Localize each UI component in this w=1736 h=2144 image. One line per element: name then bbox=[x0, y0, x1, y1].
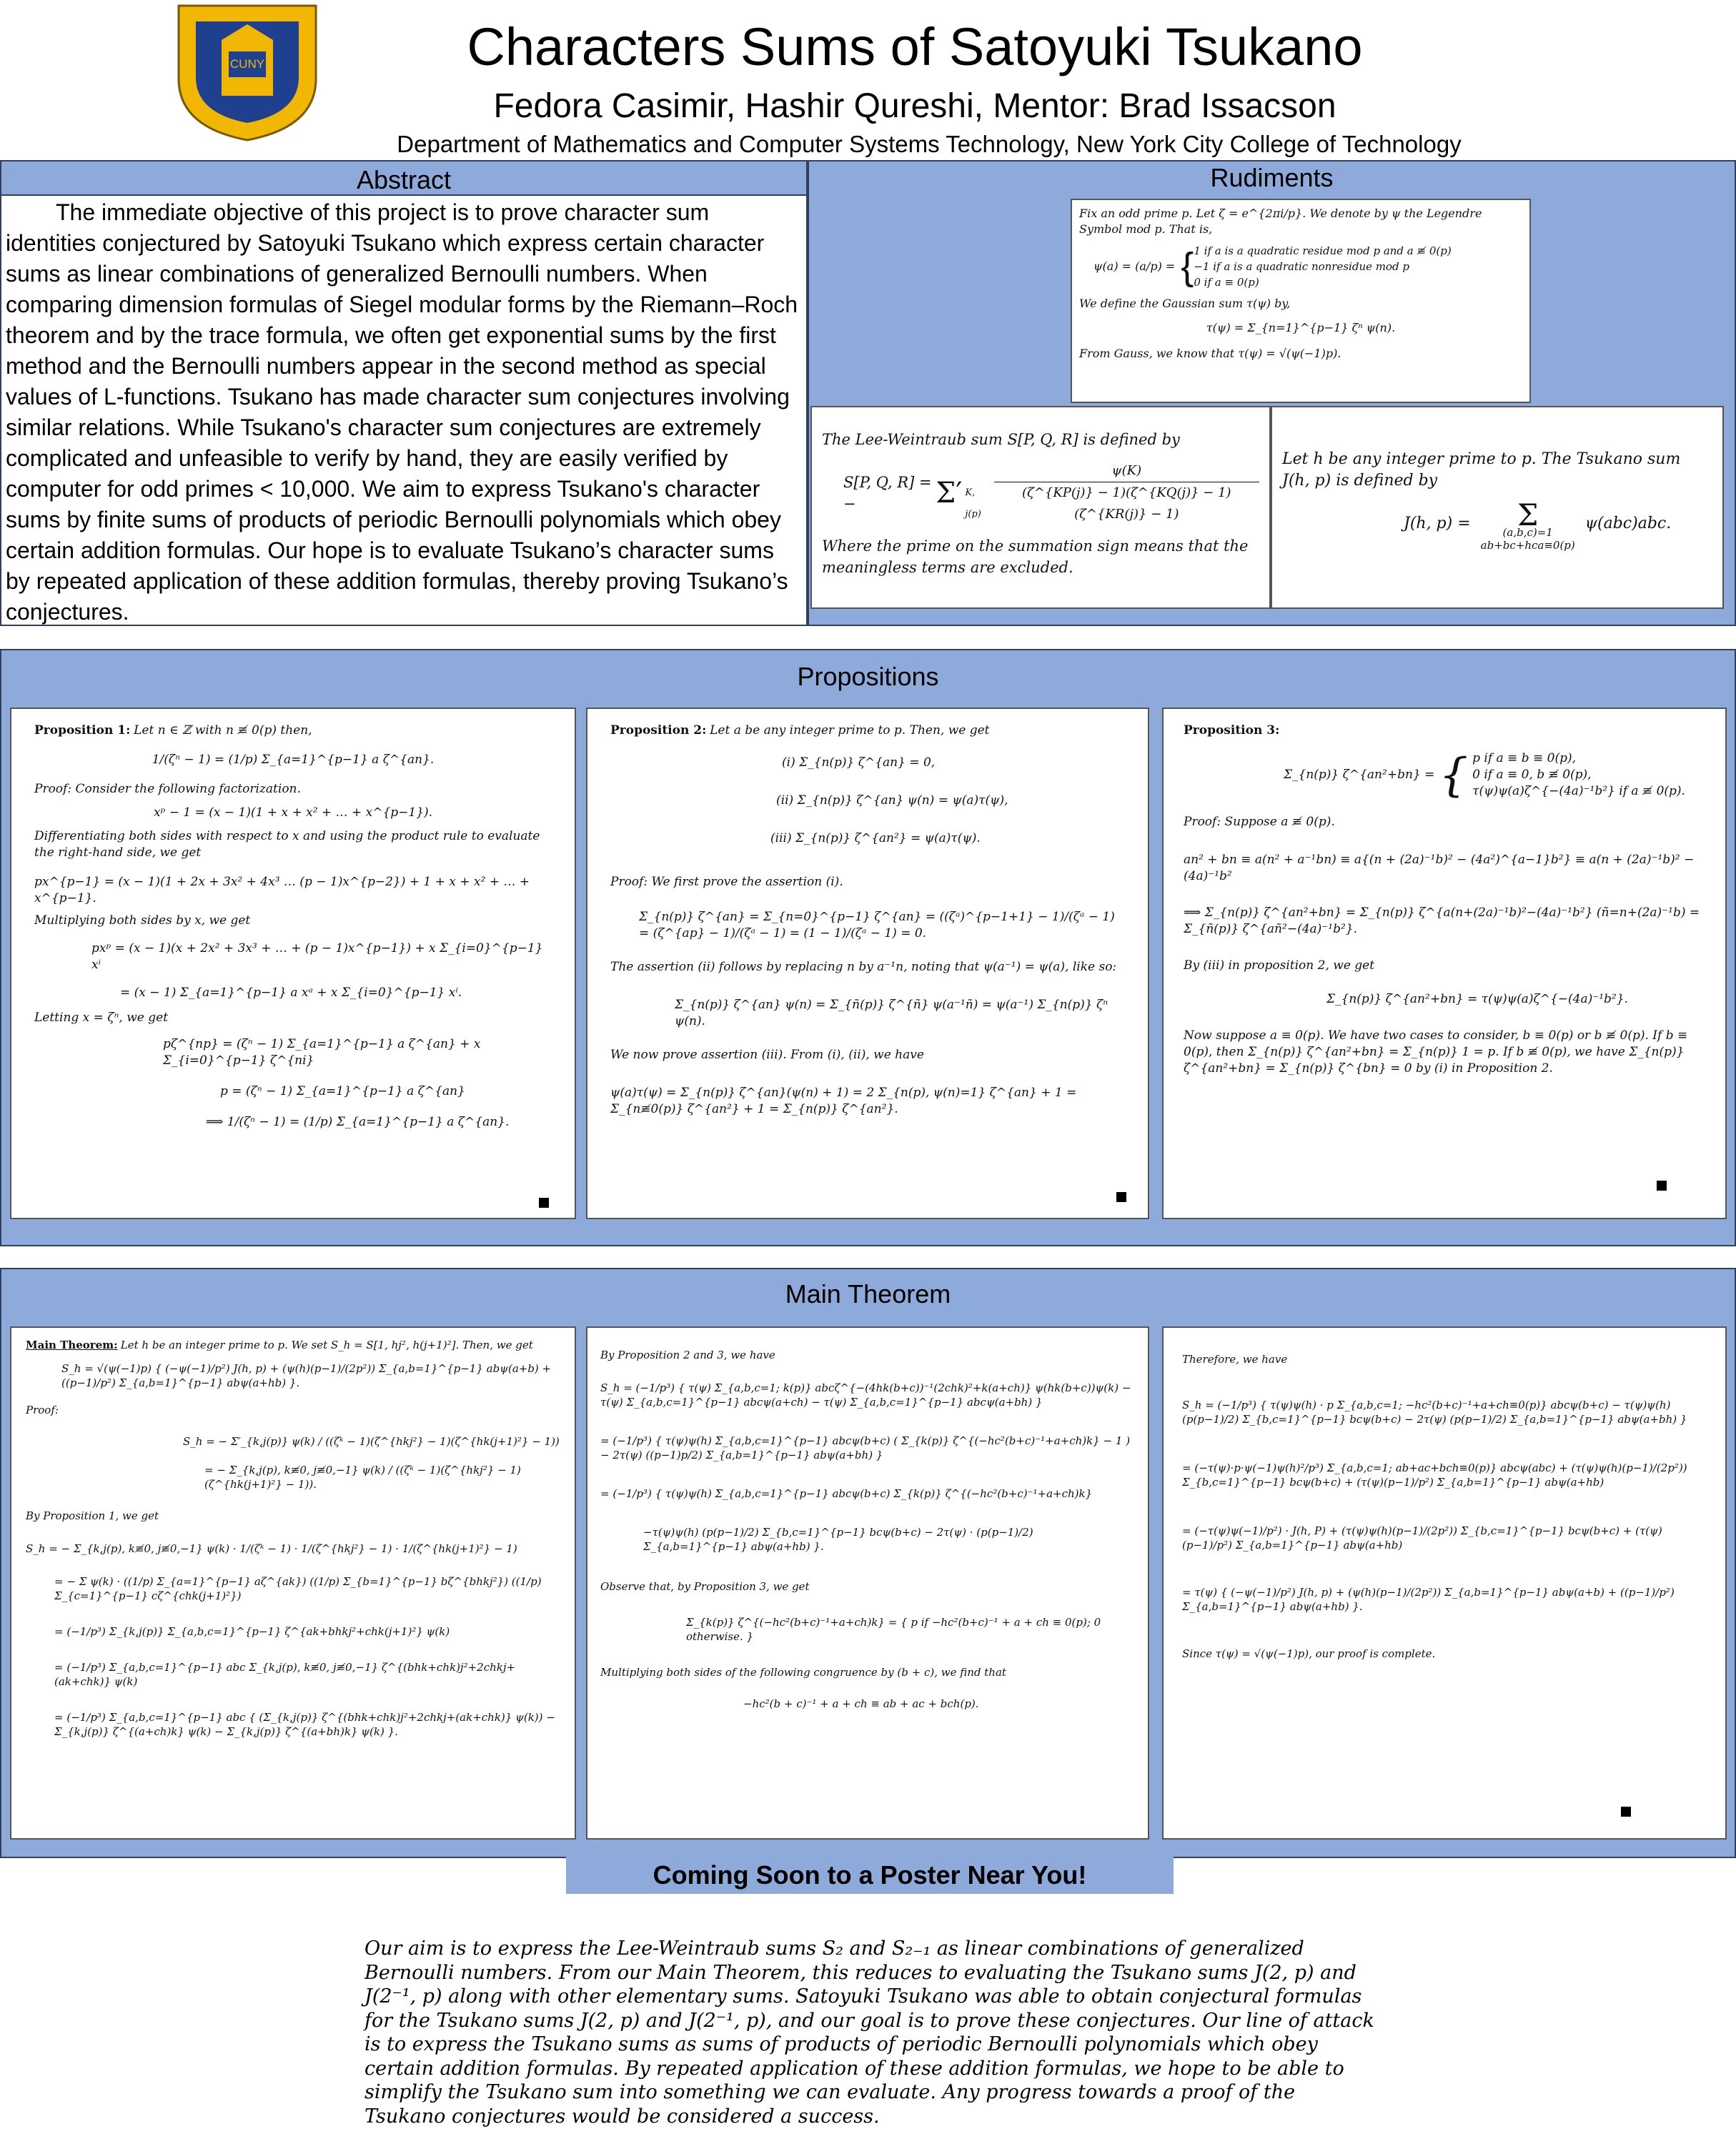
col3-line: Therefore, we have bbox=[1182, 1353, 1288, 1366]
prop3-line: Proof: Suppose a ≢ 0(p). bbox=[1184, 815, 1335, 829]
prop3-case: τ(ψ)ψ(a)ζ^{−(4a)⁻¹b²} if a ≢ 0(p). bbox=[1472, 784, 1685, 798]
tsukano-box: Let h be any integer prime to p. The Tsukano sum J(h, p) is defined by J(h, p) = Σ (a,b,c)=1 ab+bc+hca≡0(p) ψ(abc)abc. bbox=[1271, 406, 1724, 609]
main-theorem-col3 bbox=[1162, 1326, 1727, 1840]
tsukano-intro: Let h be any integer prime to p. The Tsukano sum J(h, p) is defined by bbox=[1282, 450, 1681, 490]
lee-weintraub-box: The Lee-Weintraub sum S[P, Q, R] is defined by S[P, Q, R] = − Σ′ K, j(p) $\frac{\psi(K)}{(\zeta\^{}\{KP(j)\} - 1)(\zeta\^{}\{KQ(j)\} - 1)(\zeta\^{}\{KR(j)\} - 1)}$ Where the prime on the summation sign means that the meaningless terms are excluded. bbox=[810, 406, 1271, 609]
prop1-line: xᵖ − 1 = (x − 1)(1 + x + x² + … + x^{p−1}). bbox=[153, 805, 433, 820]
col1-line: = − Σ_{k,j(p), k≢0, j≢0,−1} ψ(k) / ((ζᵏ − 1)(ζ^{hkj²} − 1)(ζ^{hk(j+1)²} − 1)). bbox=[204, 1464, 521, 1491]
prop1-line: ⟹ 1/(ζⁿ − 1) = (1/p) Σ_{a=1}^{p−1} a ζ^{an}. bbox=[206, 1115, 510, 1129]
logo-cuny-text: CUNY bbox=[229, 57, 265, 71]
lee-weintraub-index: K, j(p) bbox=[965, 487, 981, 520]
proposition-1-box bbox=[10, 708, 576, 1219]
tsukano-index: (a,b,c)=1 bbox=[1502, 526, 1553, 539]
abstract-text: The immediate objective of this project is to prove character sum identities conjectured by Satoyuki Tsukano which express certain character sums as linear combinations of generalized Bernoulli numbers. When comparing dimension formulas of Siegel modular forms by the Riemann–Roch theorem and by the trace formula, we often get exponential sums by the first method and the Bernoulli numbers appear in the second method as special values of L-functions. Tsukano has made character sum conjectures involving similar relations. While Tsukano's character sum conjectures are extremely complicated and unfeasible to verify by hand, they are easily verified by computer for odd primes < 10,000. We aim to express Tsukano's character sums by finite sums of products of periodic Bernoulli polynomials which obey certain addition formulas. Our hope is to evaluate Tsukano’s character sums by repeated application of these addition formulas, thereby proving Tsukano’s conjectures. bbox=[0, 196, 808, 626]
prop2-line: Σ_{n(p)} ζ^{an} ψ(n) = Σ_{ñ(p)} ζ^{ñ} ψ(a⁻¹ñ) = ψ(a⁻¹) Σ_{n(p)} ζⁿ ψ(n). bbox=[675, 998, 1108, 1028]
main-theorem-heading: Main Theorem bbox=[785, 1279, 951, 1309]
prop3-title: Proposition 3: bbox=[1184, 723, 1280, 738]
col1-line: Proof: bbox=[26, 1404, 59, 1416]
col2-line: Σ_{k(p)} ζ^{(−hc²(b+c)⁻¹+a+ch)k} = { p if −hc²(b+c)⁻¹ + a + ch ≡ 0(p); 0 otherwise. } bbox=[686, 1616, 1101, 1643]
col2-line: −τ(ψ)ψ(h) (p(p−1)/2) Σ_{b,c=1}^{p−1} bcψ(b+c) − 2τ(ψ) · (p(p−1)/2) Σ_{a,b=1}^{p−1} abψ(a+hb) }. bbox=[643, 1526, 1033, 1553]
gauss-formula: τ(ψ) = Σ_{n=1}^{p−1} ζⁿ ψ(n). bbox=[1206, 321, 1396, 334]
prop3-line: By (iii) in proposition 2, we get bbox=[1184, 958, 1375, 973]
tsukano-lhs: J(h, p) = bbox=[1404, 515, 1471, 532]
col1-line: = − Σ ψ(k) · ((1/p) Σ_{a=1}^{p−1} aζ^{ak}) ((1/p) Σ_{b=1}^{p−1} bζ^{bhkj²}) ((1/p) Σ_{c=1}^{p−1} cζ^{chk(j+1)²}) bbox=[54, 1575, 542, 1602]
propositions-heading: Propositions bbox=[797, 662, 939, 691]
col2-line: By Proposition 2 and 3, we have bbox=[600, 1349, 775, 1361]
main-theorem-formula: S_h = √(ψ(−1)p) { (−ψ(−1)/p²) J(h, p) + (ψ(h)(p−1)/(2p²)) Σ_{a,b=1}^{p−1} abψ(a+b) + ((p−1)/p²) Σ_{a,b=1}^{p−1} abψ(a+hb) }. bbox=[61, 1362, 552, 1389]
lee-weintraub-intro: The Lee-Weintraub sum S[P, Q, R] is defined by bbox=[822, 431, 1180, 448]
col3-line: = (−τ(ψ)·p·ψ(−1)ψ(h)²/p³) Σ_{a,b,c=1; ab+ac+bch≡0(p)} abcψ(abc) + (τ(ψ)ψ(h)(p−1)/(2p²)) Σ_{b,c=1}^{p−1} bcψ(b+c) + (τ(ψ)(p−1)/p²) Σ_{a,b=1}^{p−1} abψ(a+hb) bbox=[1182, 1461, 1687, 1489]
poster-department: Department of Mathematics and Computer Systems Technology, New York City College of Technology bbox=[397, 131, 1462, 157]
prop3-case: p if a ≡ b ≡ 0(p), bbox=[1472, 751, 1577, 765]
col3-line: S_h = (−1/p³) { τ(ψ)ψ(h) · p Σ_{a,b,c=1; −hc²(b+c)⁻¹+a+ch≡0(p)} abcψ(b+c) − τ(ψ)ψ(h) (p(p−1)/2) Σ_{b,c=1}^{p−1} bcψ(b+c) − 2τ(ψ) (p(p−1)/2) Σ_{a,b=1}^{p−1} abψ(a+bh) } bbox=[1182, 1399, 1687, 1426]
main-theorem-col2 bbox=[586, 1326, 1149, 1840]
prop1-formula: 1/(ζⁿ − 1) = (1/p) Σ_{a=1}^{p−1} a ζ^{an}. bbox=[152, 753, 435, 767]
gauss-value: From Gauss, we know that τ(ψ) = √(ψ(−1)p). bbox=[1079, 347, 1341, 360]
prop1-line: pζ^{np} = (ζⁿ − 1) Σ_{a=1}^{p−1} a ζ^{an} + x Σ_{i=0}^{p−1} ζ^{ni} bbox=[163, 1037, 481, 1068]
legendre-case: 1 if a is a quadratic residue mod p and a ≢ 0(p) bbox=[1194, 244, 1452, 257]
college-logo bbox=[172, 0, 323, 143]
poster-title: Characters Sums of Satoyuki Tsukano bbox=[467, 17, 1363, 76]
prop1-statement: Let n ∈ ℤ with n ≢ 0(p) then, bbox=[134, 723, 312, 738]
col2-line: Multiplying both sides of the following congruence by (b + c), we find that bbox=[600, 1666, 1006, 1679]
lee-weintraub-lhs: S[P, Q, R] = − bbox=[843, 473, 932, 512]
closing-paragraph: Our aim is to express the Lee-Weintraub sums S₂ and S₂₋₁ as linear combinations of generalized Bernoulli numbers. From our Main Theorem, this reduces to evaluating the Tsukano sums J(2, p) and J(2⁻¹, p) along with other elementary sums. Satoyuki Tsukano was able to obtain conjectural formulas for the Tsukano sums J(2, p) and J(2⁻¹, p), and our goal is to prove these conjectures. Our line of attack is to express the Tsukano sums as sums of products of periodic Bernoulli polynomials which obey certain addition formulas. By repeated application of these addition formulas, we hope to be able to simplify the Tsukano sum into something we can evaluate. Any progress towards a proof of the Tsukano conjectures would be considered a success. bbox=[364, 1937, 1374, 2128]
col2-line: Observe that, by Proposition 3, we get bbox=[600, 1580, 810, 1593]
prop3-line: Σ_{n(p)} ζ^{an²+bn} = τ(ψ)ψ(a)ζ^{−(4a)⁻¹b²}. bbox=[1326, 992, 1628, 1006]
col3-line: = τ(ψ) { (−ψ(−1)/p²) J(h, p) + (ψ(h)(p−1)/(2p²)) Σ_{a,b=1}^{p−1} abψ(a+b) + ((p−1)/p²) Σ_{a,b=1}^{p−1} abψ(a+hb) }. bbox=[1182, 1586, 1675, 1613]
prop2-title: Proposition 2: bbox=[610, 723, 707, 738]
col1-line: = (−1/p³) Σ_{a,b,c=1}^{p−1} abc Σ_{k,j(p), k≢0, j≢0,−1} ζ^{(bhk+chk)j²+2chkj+(ak+chk)} ψ(k) bbox=[54, 1661, 516, 1688]
legendre-case: −1 if a is a quadratic nonresidue mod p bbox=[1194, 260, 1409, 273]
legendre-intro: Fix an odd prime p. Let ζ = e^{2πi/p}. We denote by ψ the Legendre Symbol mod p. That is, bbox=[1079, 207, 1482, 236]
col1-line: = (−1/p³) Σ_{a,b,c=1}^{p−1} abc { (Σ_{k,j(p)} ζ^{(bhk+chk)j²+2chkj+(ak+chk)} ψ(k)) − Σ_{k,j(p)} ζ^{(a+ch)k} ψ(k) − Σ_{k,j(p)} ζ^{(a+bh)k} ψ(k) }. bbox=[54, 1711, 555, 1738]
tsukano-index: ab+bc+hca≡0(p) bbox=[1480, 539, 1575, 552]
col2-line: −hc²(b + c)⁻¹ + a + ch ≡ ab + ac + bch(p). bbox=[743, 1697, 979, 1710]
prop1-line: Proof: Consider the following factorization. bbox=[34, 782, 301, 796]
prop2-line: Proof: We first prove the assertion (i). bbox=[610, 875, 843, 889]
tsukano-summand: ψ(abc)abc. bbox=[1584, 515, 1672, 532]
lee-weintraub-denominator: (ζ^{KP(j)} − 1)(ζ^{KQ(j)} − 1)(ζ^{KR(j)} − 1) bbox=[1022, 485, 1231, 522]
prop3-line: ⟹ Σ_{n(p)} ζ^{an²+bn} = Σ_{n(p)} ζ^{a(n+(2a)⁻¹b)²−(4a)⁻¹b²} (ñ=n+(2a)⁻¹b) = Σ_{ñ(p)} ζ^{añ²−(4a)⁻¹b²}. bbox=[1184, 905, 1700, 936]
col2-line: = (−1/p³) { τ(ψ)ψ(h) Σ_{a,b,c=1}^{p−1} abcψ(b+c) Σ_{k(p)} ζ^{(−hc²(b+c)⁻¹+a+ch)k} bbox=[600, 1487, 1093, 1500]
prop2-statement: Let a be any integer prime to p. Then, we get bbox=[710, 723, 990, 738]
col3-line: = (−τ(ψ)ψ(−1)/p²) · J(h, P) + (τ(ψ)ψ(h)(p−1)/(2p²)) Σ_{b,c=1}^{p−1} bcψ(b+c) + (τ(ψ)(p−1)/p²) Σ_{a,b=1}^{p−1} abψ(a+hb) bbox=[1182, 1524, 1662, 1552]
abstract-heading: Abstract bbox=[0, 160, 808, 196]
prop3-case: 0 if a ≡ 0, b ≢ 0(p), bbox=[1472, 768, 1592, 782]
col1-line: S_h = − Σ′_{k,j(p)} ψ(k) / ((ζᵏ − 1)(ζ^{hkj²} − 1)(ζ^{hk(j+1)²} − 1)) bbox=[183, 1435, 560, 1448]
col1-line: By Proposition 1, we get bbox=[26, 1509, 159, 1522]
rudiments-heading: Rudiments bbox=[1210, 163, 1334, 192]
prop1-line: = (x − 1) Σ_{a=1}^{p−1} a xᵃ + x Σ_{i=0}^{p−1} xⁱ. bbox=[120, 986, 462, 1000]
coming-soon-banner: Coming Soon to a Poster Near You! bbox=[566, 1857, 1174, 1894]
proposition-2-box bbox=[586, 708, 1149, 1219]
col2-line: = (−1/p³) { τ(ψ)ψ(h) Σ_{a,b,c=1}^{p−1} abcψ(b+c) ( Σ_{k(p)} ζ^{(−hc²(b+c)⁻¹+a+ch)k} − 1 ) − 2τ(ψ) ((p−1)p/2) Σ_{a,b=1}^{p−1} abψ(a+bh) } bbox=[600, 1434, 1131, 1461]
prop2-item: (ii) Σ_{n(p)} ζ^{an} ψ(n) = ψ(a)τ(ψ), bbox=[776, 793, 1008, 808]
prop2-line: ψ(a)τ(ψ) = Σ_{n(p)} ζ^{an}(ψ(n) + 1) = 2 Σ_{n(p), ψ(n)=1} ζ^{an} + 1 = Σ_{n≢0(p)} ζ^{an²} + 1 = Σ_{n(p)} ζ^{an²}. bbox=[610, 1086, 1077, 1116]
main-theorem-statement: Let h be an integer prime to p. We set S_h = S[1, hj², h(j+1)²]. Then, we get bbox=[120, 1339, 533, 1351]
prop3-lhs: Σ_{n(p)} ζ^{an²+bn} = bbox=[1284, 768, 1435, 782]
main-theorem-col1 bbox=[10, 1326, 576, 1840]
prop3-line: an² + bn ≡ a(n² + a⁻¹bn) ≡ a{(n + (2a)⁻¹b)² − (4a²)^{a−1}b²} ≡ a(n + (2a)⁻¹b)² − (4a)⁻¹b² bbox=[1184, 853, 1695, 883]
prop2-line: Σ_{n(p)} ζ^{an} = Σ_{n=0}^{p−1} ζ^{an} = ((ζᵃ)^{p−1+1} − 1)/(ζᵃ − 1) = (ζ^{ap} − 1)/(ζᵃ − 1) = (1 − 1)/(ζᵃ − 1) = 0. bbox=[639, 910, 1115, 941]
prop2-line: The assertion (ii) follows by replacing n by a⁻¹n, noting that ψ(a⁻¹) = ψ(a), like so: bbox=[610, 960, 1117, 974]
prop1-line: Letting x = ζⁿ, we get bbox=[34, 1011, 169, 1025]
qed-mark bbox=[539, 1198, 549, 1208]
prop1-line: pxᵖ = (x − 1)(x + 2x² + 3x³ + … + (p − 1)x^{p−1}) + x Σ_{i=0}^{p−1} xⁱ bbox=[91, 941, 543, 972]
col1-line: = (−1/p³) Σ_{k,j(p)} Σ_{a,b,c=1}^{p−1} ζ^{ak+bhkj²+chk(j+1)²} ψ(k) bbox=[54, 1625, 450, 1638]
prop1-line: p = (ζⁿ − 1) Σ_{a=1}^{p−1} a ζ^{an} bbox=[220, 1084, 465, 1098]
prop2-line: We now prove assertion (iii). From (i), (ii), we have bbox=[610, 1048, 924, 1062]
gauss-def: We define the Gaussian sum τ(ψ) by, bbox=[1079, 297, 1291, 310]
col2-line: S_h = (−1/p³) { τ(ψ) Σ_{a,b,c=1; k(p)} abcζ^{−(4hk(b+c))⁻¹(2chk)²+k(a+ch)} ψ(hk(b+c))ψ(k) − τ(ψ) Σ_{a,b,c=1}^{p−1} abcψ(a+ch) − τ(ψ) Σ_{a,b,c=1}^{p−1} abcψ(a+bh) } bbox=[600, 1381, 1131, 1409]
prop2-item: (i) Σ_{n(p)} ζ^{an} = 0, bbox=[782, 755, 936, 770]
prop1-line: px^{p−1} = (x − 1)(1 + 2x + 3x² + 4x³ … (p − 1)x^{p−2}) + 1 + x + x² + … + x^{p−1}. bbox=[34, 875, 530, 905]
poster-authors: Fedora Casimir, Hashir Qureshi, Mentor: Brad Issacson bbox=[493, 87, 1336, 125]
lee-weintraub-note: Where the prime on the summation sign means that the meaningless terms are excluded. bbox=[822, 537, 1249, 576]
legendre-lhs: ψ(a) = (a/p) = bbox=[1093, 259, 1176, 273]
qed-mark bbox=[1116, 1192, 1126, 1202]
qed-mark bbox=[1657, 1181, 1667, 1191]
prop1-line: Multiplying both sides by x, we get bbox=[34, 913, 251, 928]
main-theorem-title: Main Theorem: bbox=[26, 1339, 118, 1351]
prop2-item: (iii) Σ_{n(p)} ζ^{an²} = ψ(a)τ(ψ). bbox=[770, 831, 981, 845]
proposition-3-box: Proposition 3: Σ_{n(p)} ζ^{an²+bn} = { p if a ≡ b ≡ 0(p), 0 if a ≡ 0, b ≢ 0(p), τ(ψ)ψ(a)ζ^{−(4a)⁻¹b²} if a ≢ 0(p). Proof: Suppose a ≢ 0(p). an² + bn ≡ a(n² + a⁻¹bn) ≡ a{(n + (2a)⁻¹b)² − (4a²)^{a−1}b²} ≡ a(n + (2a)⁻¹b)² − (4a)⁻¹b² ⟹ Σ_{n(p)} ζ^{an²+bn} = Σ_{n(p)} ζ^{a(n+(2a)⁻¹b)²−(4a)⁻¹b²} (ñ=n+(2a)⁻¹b) = Σ_{ñ(p)} ζ^{añ²−(4a)⁻¹b²}. By (iii) in proposition 2, we get Σ_{n(p)} ζ^{an²+bn} = τ(ψ)ψ(a)ζ^{−(4a)⁻¹b²}. Now suppose a ≡ 0(p). We have two cases to consider, b ≡ 0(p) or b ≢ 0(p). If b ≡ 0(p), then Σ_{n(p)} ζ^{an²+bn} = Σ_{n(p)} 1 = p. If b ≢ 0(p), we have Σ_{n(p)} ζ^{an²+bn} = Σ_{n(p)} ζ^{bn} = 0 by (i) in Proposition 2. bbox=[1162, 708, 1727, 1219]
lee-weintraub-numerator: ψ(K) bbox=[994, 460, 1259, 482]
qed-mark bbox=[1621, 1807, 1631, 1817]
prop1-line: Differentiating both sides with respect to x and using the product rule to evaluate the right-hand side, we get bbox=[34, 829, 540, 860]
col3-line: Since τ(ψ) = √(ψ(−1)p), our proof is complete. bbox=[1182, 1647, 1436, 1660]
col1-line: S_h = − Σ_{k,j(p), k≢0, j≢0,−1} ψ(k) · 1/(ζᵏ − 1) · 1/(ζ^{hkj²} − 1) · 1/(ζ^{hk(j+1)²} − 1) bbox=[26, 1542, 517, 1555]
prop3-line: Now suppose a ≡ 0(p). We have two cases to consider, b ≡ 0(p) or b ≢ 0(p). If b ≡ 0(p), then Σ_{n(p)} ζ^{an²+bn} = Σ_{n(p)} 1 = p. If b ≢ 0(p), we have Σ_{n(p)} ζ^{an²+bn} = Σ_{n(p)} ζ^{bn} = 0 by (i) in Proposition 2. bbox=[1184, 1028, 1688, 1076]
prop1-title: Proposition 1: bbox=[34, 723, 131, 738]
legendre-box: Fix an odd prime p. Let ζ = e^{2πi/p}. We denote by ψ the Legendre Symbol mod p. That is, ψ(a) = (a/p) = { 1 if a is a quadratic residue mod p and a ≢ 0(p) −1 if a is a quadratic nonresidue mod p 0 if a ≡ 0(p) We define the Gaussian sum τ(ψ) by, τ(ψ) = Σ_{n=1}^{p−1} ζⁿ ψ(n). From Gauss, we know that τ(ψ) = √(ψ(−1)p). bbox=[1071, 199, 1531, 403]
legendre-case: 0 if a ≡ 0(p) bbox=[1194, 276, 1259, 289]
